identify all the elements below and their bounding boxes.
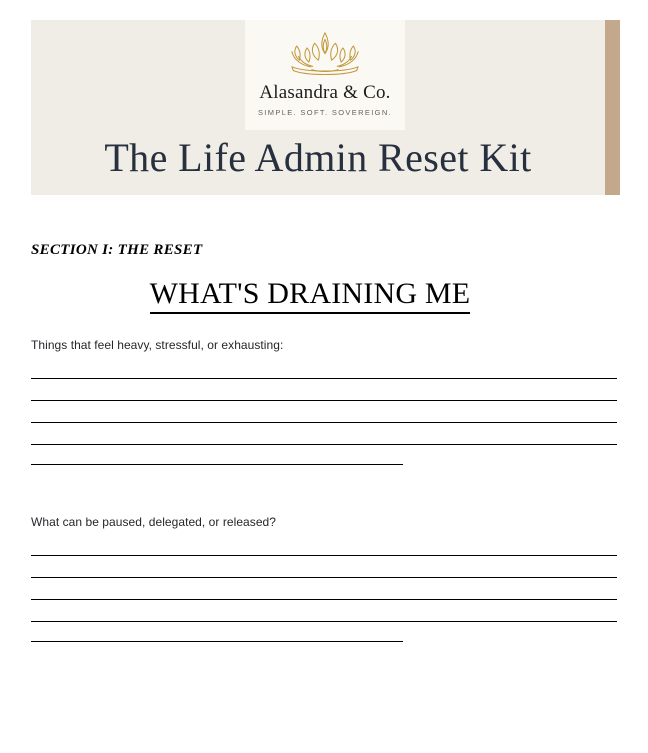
- write-line[interactable]: [31, 641, 403, 642]
- section-label: SECTION I: THE RESET: [31, 242, 203, 258]
- brand-name: Alasandra & Co.: [259, 82, 391, 103]
- write-line[interactable]: [31, 378, 617, 379]
- write-line[interactable]: [31, 400, 617, 401]
- crown-icon: [277, 29, 373, 81]
- page-heading: [0, 277, 620, 311]
- write-line[interactable]: [31, 444, 617, 445]
- write-line[interactable]: [31, 577, 617, 578]
- header-accent-bar: [605, 20, 620, 195]
- write-line[interactable]: [31, 621, 617, 622]
- write-line[interactable]: [31, 464, 403, 465]
- page-title: The Life Admin Reset Kit: [104, 135, 532, 180]
- prompt-label-2: What can be paused, delegated, or released?: [31, 515, 276, 529]
- page-heading-text: WHAT'S DRAINING ME: [150, 277, 471, 314]
- write-line[interactable]: [31, 599, 617, 600]
- write-line[interactable]: [31, 422, 617, 423]
- brand-logo-block: [245, 20, 405, 130]
- write-line[interactable]: [31, 555, 617, 556]
- brand-tagline: SIMPLE. SOFT. SOVEREIGN.: [257, 108, 393, 117]
- header-banner: [31, 20, 620, 195]
- prompt-label-1: Things that feel heavy, stressful, or exhausting:: [31, 338, 284, 352]
